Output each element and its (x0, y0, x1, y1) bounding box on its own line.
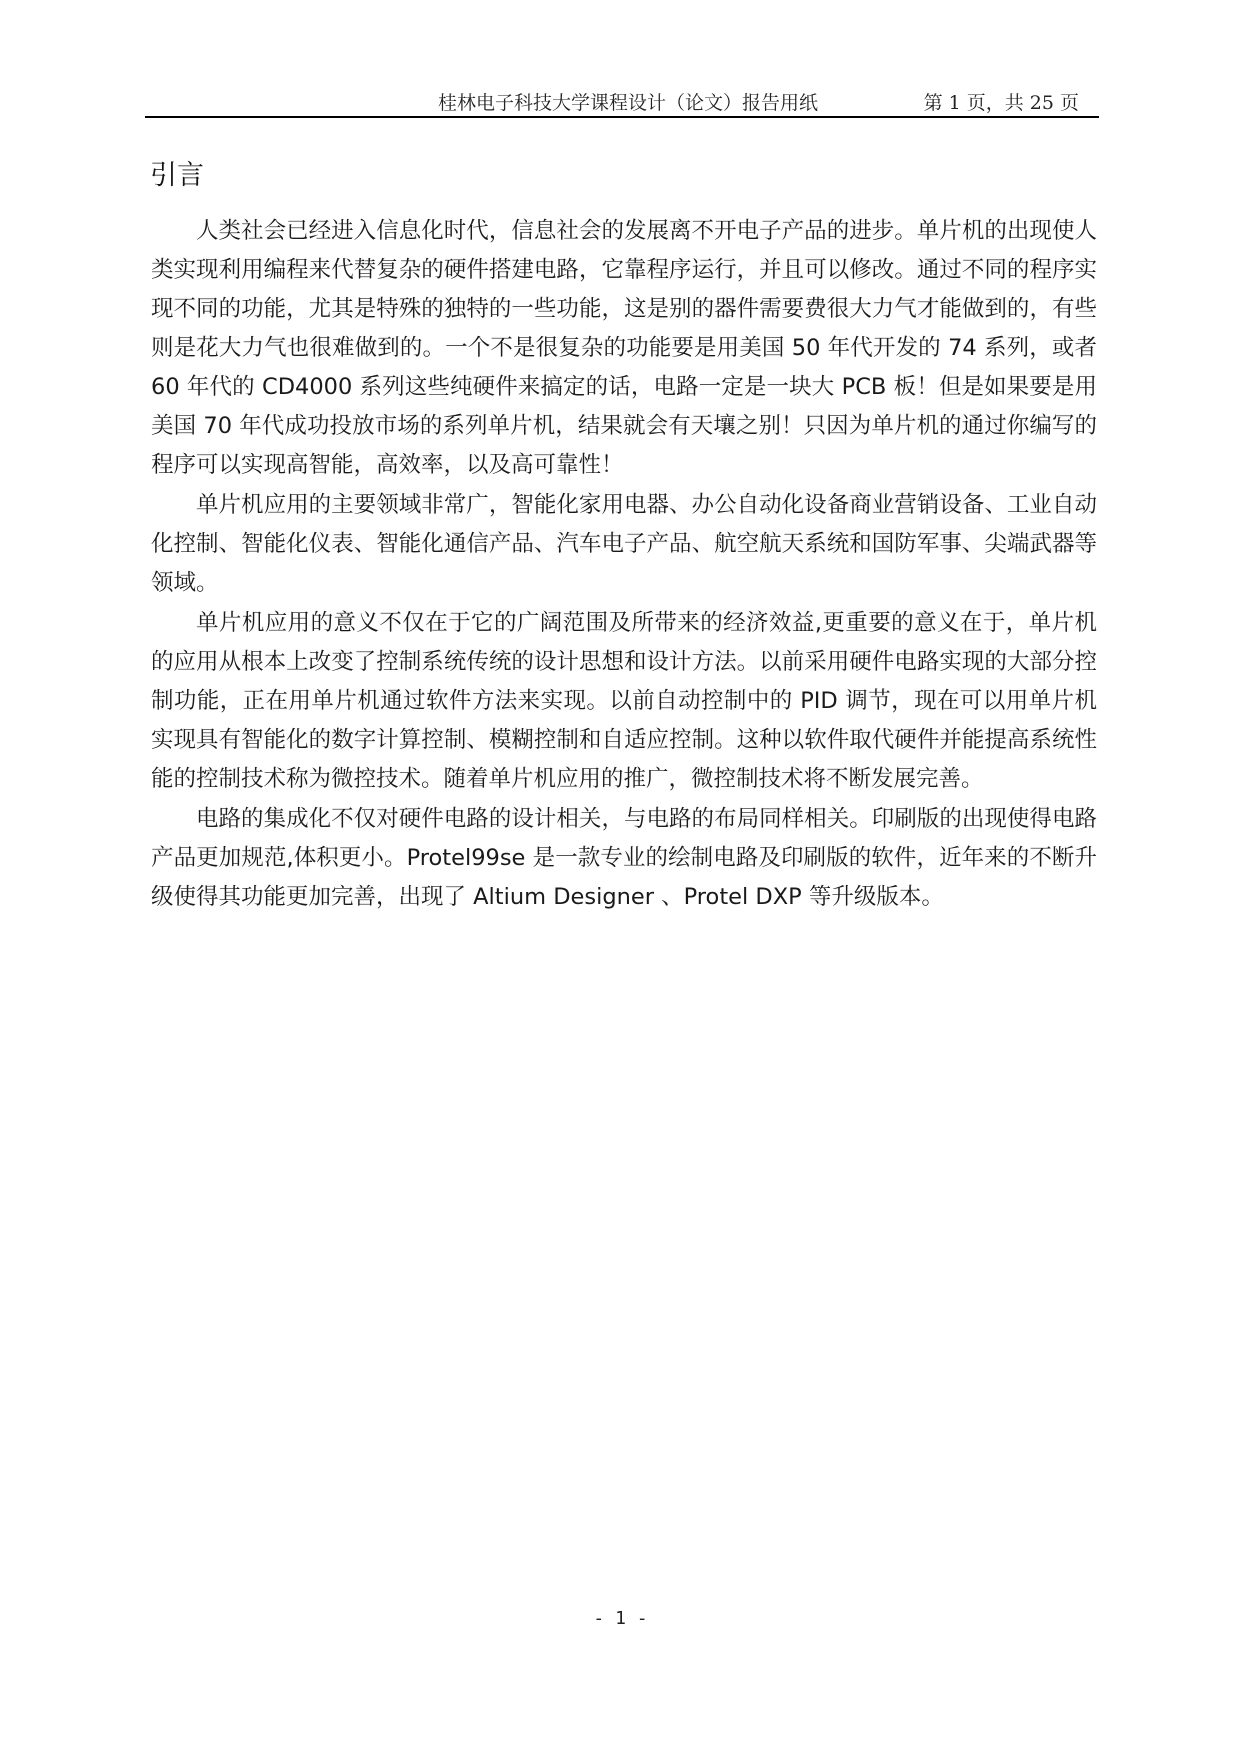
page-footer-number: - 1 - (593, 1608, 648, 1629)
section-title: 引言 (150, 160, 204, 191)
paragraph: 单片机应用的主要领域非常广，智能化家用电器、办公自动化设备商业营销设备、工业自动化控制、智能化仪表、智能化通信产品、汽车电子产品、航空航天系统和国防军事、尖端武器等领域。 (151, 492, 1097, 596)
body-text (151, 212, 1097, 918)
header-page-info: 第 1 页，共 25 页 (923, 92, 1079, 114)
paragraph: 单片机应用的意义不仅在于它的广阔范围及所带来的经济效益,更重要的意义在于，单片机的应用从根本上改变了控制系统传统的设计思想和设计方法。以前采用硬件电路实现的大部分控制功能，正在用单片机通过软件方法来实现。以前自动控制中的 PID 调节，现在可以用单片机实现具有智能化的数字计算控制、模糊控制和自适应控制。这种以软件取代硬件并能提高系统性能的控制技术称为微控技术。随着单片机应用的推广，微控制技术将不断发展完善。 (151, 610, 1097, 792)
header-title: 桂林电子科技大学课程设计（论文）报告用纸 (438, 92, 819, 114)
paragraph: 人类社会已经进入信息化时代，信息社会的发展离不开电子产品的进步。单片机的出现使人类实现利用编程来代替复杂的硬件搭建电路，它靠程序运行，并且可以修改。通过不同的程序实现不同的功能，尤其是特殊的独特的一些功能，这是别的器件需要费很大力气才能做到的，有些则是花大力气也很难做到的。一个不是很复杂的功能要是用美国 50 年代开发的 74 系列，或者 60 年代的 CD4000 系列这些纯硬件来搞定的话，电路一定是一块大 PCB 板！但是如果要是用美国 70 年代成功投放市场的系列单片机，结果就会有天壤之别！只因为单片机的通过你编写的程序可以实现高智能，高效率，以及高可靠性！ (151, 218, 1097, 478)
page-header (145, 86, 1099, 118)
paragraph: 电路的集成化不仅对硬件电路的设计相关，与电路的布局同样相关。印刷版的出现使得电路产品更加规范,体积更小。Protel99se 是一款专业的绘制电路及印刷版的软件，近年来的不断升级使得其功能更加完善，出现了 Altium Designer 、Protel DXP 等升级版本。 (151, 806, 1097, 910)
